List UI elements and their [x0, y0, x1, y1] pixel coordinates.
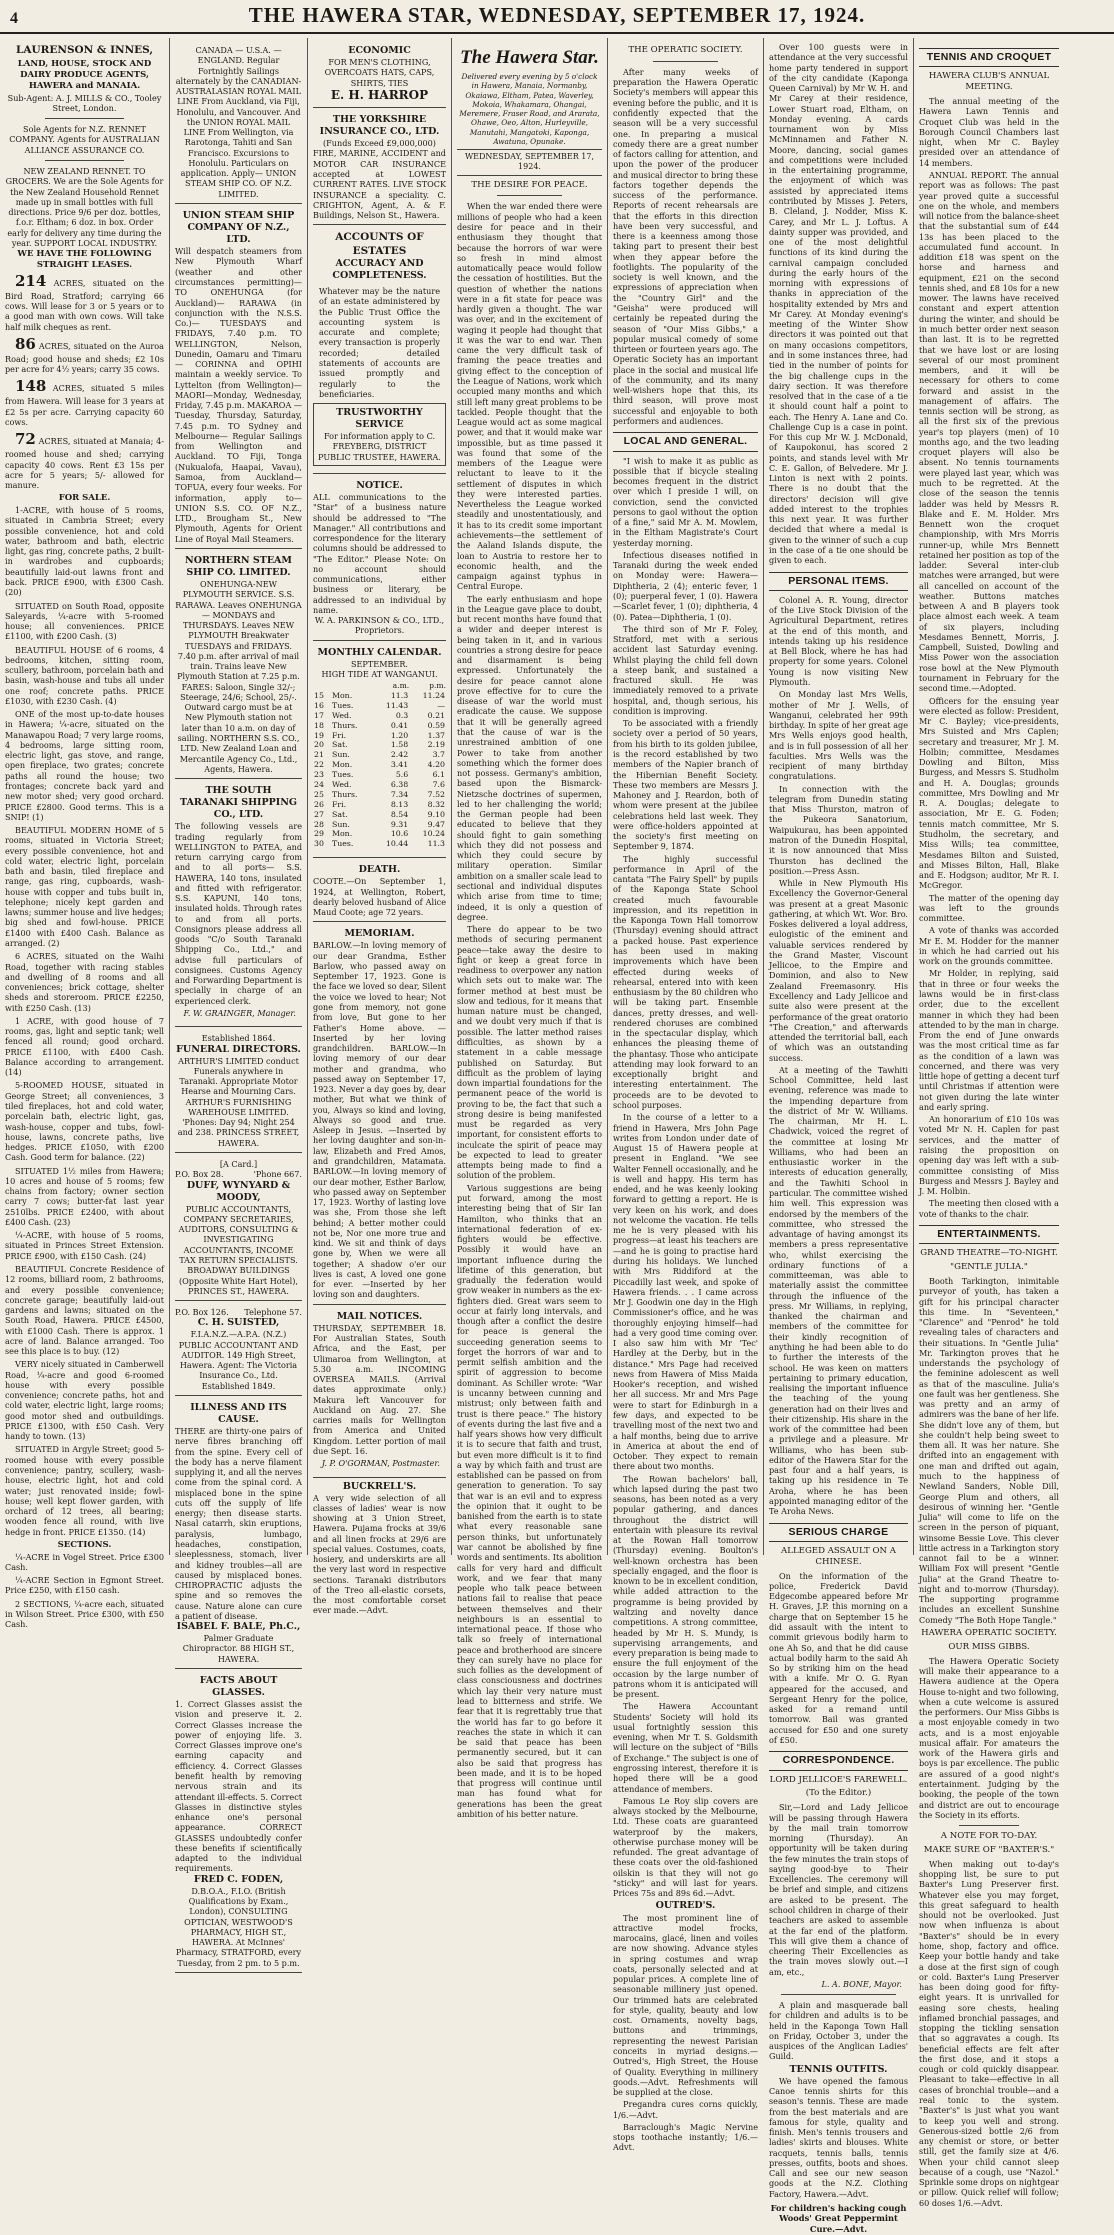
gentle-julia-article: Booth Tarkington, inimitable purveyor of youth, has taken a gift for his principal character this time. In "Seventeen," "Clarence" and "Penrod" he told revealing tales of characters and their situations. In "Gentle Julia" Mr. Tarkington proves that he understands the psychology of the feminine adolescent as well as that of the masculine. Julia's one fault was her gentleness. She was pretty and an army of admirers was the bane of her life. She didn't love any of them, but she couldn't help being sweet to them all. It was her nature. She drifted into an engagement with one man and drifted out again, much to the happiness of Newland Sanders, Noble Dill, George Plum and others, all desirous of winning her. "Gentle Julia" will come to life on the screen in the person of piquant, winsome Bessie Love. This clever little actress in a Tarkington story cannot fail to be a winner. William Fox will present "Gentle Julia" at the Grand Theatre to-night and to-morrow (Thursday). The supporting programme includes an excellent Sunshine Comedy "The Both Hope Tangle.": [919, 1275, 1059, 1625]
for-sale-heading: FOR SALE.: [58, 493, 111, 504]
rennet-agency: Sole Agents for N.Z. RENNET COMPANY. Agents for AUSTRALIAN ALLIANCE ASSURANCE CO.: [9, 124, 160, 155]
leader-heading: THE DESIRE FOR PEACE.: [471, 179, 588, 190]
column-land-agents: [0, 38, 170, 1630]
editorial-dateline: WEDNESDAY, SEPTEMBER 17, 1924.: [457, 149, 602, 175]
correspondence-letter: Sir,—Lord and Lady Jellicoe will be passing through Hawera by the mail train tomorrow morning (Thursday). An opportunity will be taken during the few minutes the train stops of saying good-bye to Their Excellencies. The ceremony will be brief and simple, and citizens are asked to be present. The school children in charge of their teachers are asked to assemble at the far end of the platform. This will give them a chance of cheering Their Excellencies as the train moves slowly out.—I am, etc.,: [769, 1802, 908, 1977]
column-personal: Over 100 guests were in attendance at the very successful home party tendered in support of the city candidate (Kaponga Queen Carnival) by Mr W. H. and Mr Carey at their residence, Lower Stuart road, Eltham, on Monday evening. A cards tournament won by Miss McMinnamen and Father N. Moore, dancing, social games and competitions were included in the entertaining programme, the enjoyment of which was assisted by appreciated items contributed by Misses J. Peters, B. Cleland, J. Nodder, Miss K. Carey, and Mr L. J. Loftus. A dainty supper was provided, and one of the most delightful functions of its kind during the carnival campaign concluded during the early hours of the morning with expressions of thanks in appreciation of the hospitality extended by Mrs and Mr Carey. At Monday evening's meeting of the Winter Show directors it was pointed out that on many occasions competitors, and in some instances three, had tied in the number of points for the big challenge cups in the dairy section. It was therefore resolved that in the case of a tie it should count half a point to each. The Henry A. Lane and Co. Challenge Cup is a case in point. For this cup Mr W. J. McDonald, of Kaupokonui, has scored 2 points, and stands level with Mr C. E. Gallon, of Belvedere. Mr J. Linton is next with 2 points. There is no doubt that the directors' decision will give added interest to the trophies this next year. It was further decided that where a medal is given to the winner of such a cup in the case of a tie one should be given to each. PERSONAL ITEMS. Colonel A. R. Young, director of the Live Stock Division of the Agricultural Department, retires at the end of this month, and intends taking up his residence at Bell Block, where he has had property for some years. Colonel Young is now visiting New Plymouth. On Monday last Mrs Wells, mother of Mr J. Wells, of Wanganui, celebrated her 99th birthday. In spite of her great age Mrs Wells enjoys good health, and is in full possession of all her faculties. Mrs Wells was the recipient of many birthday congratulations. In connection with the telegram from Dunedin stating that Miss Thurston, matron of the Pukeora Sanatorium, Waipukurau, has been appointed matron of the Dunedin Hospital, it is now announced that Miss Thurston has declined the position.—Press Assn. While in New Plymouth His Excellency the Governor-General was present at a great Masonic gathering, at which Wt. Wor. Bro. Foskes delivered a loyal address, eulogistic of the eminent and valuable services rendered by the Grand Master, Viscount Jellicoe, to the Empire and Dominion, and also to New Zealand Freemasonry. His Excellency and Lady Jellicoe and suite also were present at the performance of the great oratorio "The Creation," and afterwards attended the territorial ball, each of which was an outstanding success. At a meeting of the Tawhiti School Committee, held last evening, reference was made to the impending departure from the district of Mr W. Williams. The chairman, Mr H. L. Chadwick, voiced the regret of the committee at losing Mr Williams, who had been an enthusiastic worker in the interests of education generally, and the Tawhiti School in particular. The committee wished him well. This expression was endorsed by the members of the committee, who stressed the advantage of having amongst its members a press representative who, whilst exercising the ordinary functions of a committeeman, was able to materially assist the committee through the influence of the press. Mr Williams, in replying, thanked the chairman and members of the committee for their kindly recognition of anything he had been able to do to further the interests of the school. He was keen on matters pertaining to primary education, realising the important influence the teaching of the young generation had on their lives and their citizenship. His share in the work of the committee had been a privilege and a pleasure. Mr Williams, who has been sub-editor of the Hawera Star for the past four and a half years, is taking up his residence in Te Aroha, where he has been appointed managing editor of the Te Aroha News. SERIOUS CHARGE ALLEGED ASSAULT ON A CHINESE. On the information of the police, Frederick David Edgecombe appeared before Mr H. Graves, J.P. this morning on a charge that on September 15 he did assault with the intent to commit grievous bodily harm to one Ah So, and that he did cause actual bodily harm to the said Ah So by striking him on the head with a knife. Mr O. G. Ryan appeared for the accused, and Sergeant Henry for the police, asked for a remand until tomorrow. Bail was granted accused for £50 and one surety of £50. CORRESPONDENCE. LORD JELLICOE'S FAREWELL. (To the Editor.) Sir,—Lord and Lady Jellicoe will be passing through Hawera by the mail train tomorrow morning (Thursday). An opportunity will be taken during the few minutes the train stops of saying good-bye to Their Excellencies. The ceremony will be brief and simple, and citizens are asked to be present. The school children in charge of their teachers are asked to assemble at the far end of the platform. This will give them a chance of cheering Their Excellencies as the train moves slowly out.—I am, etc., L. A. BONE, Mayor. A plain and masquerade ball for children and adults is to be held in the Kaponga Town Hall on Friday, October 3, under the auspices of the Anglican Ladies' Guild. TENNIS OUTFITS. We have opened the famous Canoe tennis shirts for this season's tennis. These are made from the best materials and are famous for style, quality and finish. Men's tennis trousers and ladies' skirts and blouses. White racquets, tennis balls, tennis presses, outfits, boots and shoes. Call and see our new season goods at the N.Z. Clothing Factory, Hawera.—Advt. For children's hacking cough Woods' Great Peppermint Cure.—Advt.: [764, 38, 914, 1555]
tide-row: 19 Fri. 1.20 1.37: [314, 730, 445, 740]
list-item: VERY nicely situated in Camberwell Road, ¼-acre and good 6-roomed house with every possible convenience; concrete paths, hot and cold water, electric light, large rooms; good motor shed and outbuildings. PRICE £1300, with £50 Cash. Very handy to town. (13): [5, 1359, 164, 1442]
tide-row: 16 Tues. 11.43 —: [314, 700, 445, 710]
column-sport-entertainment: [914, 38, 1064, 2208]
operatic-article: After many weeks of preparation the Hawera Operatic Society's members will appear this evening before the public, and it is confidently expected that the season will be a very successful one. In preparing a musical comedy there are a great number of factors calling for attention, and upon the power of the producer and musical director to bring these factors together depends the success of the performance. Reports of recent rehearsals are that the efforts in this direction have been very successful, and there is a keenness among those taking part to present their best when they appear before the footlights. The popularity of the society is well known, and the expressions of appreciation when the "Country Girl" and the "Geisha" were produced will certainly be repeated during the season of "Our Miss Gibbs," a popular musical comedy of some thirteen or fourteen years ago. The Operatic Society has an important place in the social and musical life of the community, and its many well-wishers hope that this, its third season, will prove most successful and enjoyable to both performers and audiences.: [613, 66, 758, 426]
ball-notice: A plain and masquerade ball for children and adults is to be held in the Kaponga Town Hall on Friday, October 3, under the auspices of the Anglican Ladies' Guild.: [769, 2000, 908, 2062]
sections-list: [5, 1552, 164, 1630]
entertainments-heading: ENTERTAINMENTS.: [919, 1225, 1059, 1244]
tide-row: 22 Mon. 3.41 4.20: [314, 760, 445, 770]
firm-heading: LAURENSON & INNES,: [15, 44, 154, 56]
list-item: SITUATED on South Road, opposite Saleyards, ¼-acre with 5-roomed house; all conveniences. PRICE £1100, with £200 Cash. (3): [5, 600, 164, 642]
footer-note: Pregandra cures corns quickly, 1/6.—Advt.: [613, 2099, 758, 2120]
tide-row: 23 Tues. 5.6 6.1: [314, 770, 445, 780]
carnival-article: Over 100 guests were in attendance at the very successful home party tendered in support of the city candidate (Kaponga Queen Carnival) by Mr W. H. and Mr Carey at their residence, Lower Stuart road, Eltham, on Monday evening. A cards tournament won by Miss McMinnamen and Father N. Moore, dancing, social games and competitions were included in the entertaining programme, the enjoyment of which was assisted by appreciated items contributed by Misses J. Peters, B. Cleland, J. Nodder, Miss K. Carey, and Mr L. J. Loftus. A dainty supper was provided, and one of the most delightful functions of its kind during the carnival campaign concluded during the early hours of the morning with expressions of thanks in appreciation of the hospitality extended by Mrs and Mr Carey. At Monday evening's meeting of the Winter Show directors it was pointed out that on many occasions competitors, and in some instances three, had tied in the number of points for the big challenge cups in the dairy section. It was therefore resolved that in the case of a tie it should count half a point to each. The Henry A. Lane and Co. Challenge Cup is a case in point. For this cup Mr W. J. McDonald, of Kaupokonui, has scored 2 points, and stands level with Mr C. E. Gallon, of Belvedere. Mr J. Linton is next with 2 points. There is no doubt that the directors' decision will give added interest to the trophies this next year. It was further decided that where a medal is given to the winner of such a cup in the case of a tie one should be given to each.: [769, 42, 908, 566]
firm-subheading: LAND, HOUSE, STOCK AND DAIRY PRODUCE AGENTS, HAWERA and MANAIA.: [17, 59, 152, 91]
operatic-society-heading: HAWERA OPERATIC SOCIETY.: [921, 1628, 1057, 1638]
rennet-notice: NEW ZEALAND RENNET. TO GROCERS. We are the Sole Agents for the New Zealand Household Rennet made up in small bottles with full directions. Price 9/6 per doz. bottles, f.o.r. Eltham; 6 doz. in box. Order early for delivery any time during the year. SUPPORT LOCAL INDUSTRY.: [5, 166, 164, 248]
suisted-ad: P.O. Box 126. Telephone 57. C. H. SUISTED, F.I.A.N.Z.—A.P.A. (N.Z.) PUBLIC ACCOUNTANT AND AUDITOR. 149 High Street, Hawera. Agent: The Victoria Insurance Co., Ltd. Established 1849.: [175, 1304, 302, 1396]
column-local: [608, 38, 764, 2153]
tide-row: 30 Tues. 10.44 11.3: [314, 839, 445, 849]
funeral-directors-ad: Established 1864. FUNERAL DIRECTORS. ARTHUR'S LIMITED conduct Funerals anywhere in Taranaki. Appropriate Motor Hearse and Mourning Cars. ARTHUR'S FURNISHING WAREHOUSE LIMITED. 'Phones: Day 94; Night 254 and 238. PRINCESS STREET, HAWERA.: [175, 1030, 302, 1153]
list-item: ONE of the most up-to-date houses in Hawera; ¼-acre, situated on the Manawapou Road; 7 very large rooms, 4 bedrooms, large sitting room, electric light, gas stove, and range, open fireplace, two grates; concrete paths all round the house; two frontages; concrete back yard and new motor shed; very good orchard. PRICE £2800. Good terms. This is a SNIP! (1): [5, 709, 164, 822]
memoriam-notice: MEMORIAM. BARLOW.—In loving memory of our dear Grandma, Esther Barlow, who passed away on September 17, 1923. Gone is the face we loved so dear, Silent the voice we loved to hear; Not gone from memory, not gone from love, But gone to her Father's Home above. —Inserted by her loving grandchildren. BARLOW.—In loving memory of our dear mother and grandma, who passed away on September 17, 1923. Never a day goes by, dear mother, But what we think of you, Always so kind and loving, Always so good and true. Asleep in Jesus. —Inserted by her loving daughter and son-in-law, Elizabeth and Fred Amos, and grandchildren, Matamata. BARLOW.—In loving memory of our dear mother, Esther Barlow, who passed away on September 17, 1923. Worthy of lasting love was she, From those she left behind; A better mother could not be, Nor one more true and kind. We sit and think of days gone by, When we were all together; A shadow o'er our lives is cast, A loved one gone for ever. —Inserted by her loving son and daughters.: [313, 925, 446, 1304]
gentle-julia-heading: "GENTLE JULIA.": [950, 1262, 1028, 1273]
column-notices: [308, 38, 452, 1616]
list-item: ¼-ACRE, with house of 5 rooms, situated in Princes Street Extension. PRICE £900, with £150 Cash. (24): [5, 1230, 164, 1261]
tide-row: 20 Sat. 1.58 2.19: [314, 740, 445, 750]
serious-charge-subheading: ALLEGED ASSAULT ON A CHINESE.: [781, 1545, 896, 1567]
outred-ad: The most prominent line of attractive model frocks, marocains, glacé, linen and voiles are now showing. Advance styles in spring costumes and wrap coats, personally selected and at popular prices. A complete line of seasonable millinery just opened. Our trimmed hats are celebrated for style, quality, beauty and low cost. Ornaments, novelty bags, buttons and trimmings, representing the newest Parisian conceits in myriad designs.—Outred's, High Street, the House of Quality. Everything in millinery goods.—Advt. Refreshments will be supplied at the close.: [613, 1912, 758, 2098]
sections-heading: SECTIONS.: [57, 1539, 112, 1550]
footer-note: Barraclough's Magic Nervine stops toothache instantly; 1/6.—Advt.: [613, 2121, 758, 2153]
tide-row: 26 Fri. 8.13 8.32: [314, 799, 445, 809]
sales-list: [5, 505, 164, 1537]
tide-table: a.m. p.m. 15 Mon. 11.3 11.24 16 Tues. 11.43 — 17 Wed. 0.3 0.21 18 Thurs. 0.41 0.59 19 Fri. 1.20 1.37 20 Sat. 1.58 2.19 21 Sun. 2.42 3.7 22 Mon. 3.41 4.20 23 Tues. 5.6 6.1 24 Wed. 6.38 7.6 25 Thurs. 7.34 7.52 26 Fri. 8.13 8.32 27 Sat. 8.54 9.10 28 Sun. 9.31 9.47 29 Mon. 10.6 10.24 30 Tues. 10.44 11.3: [314, 681, 446, 849]
masthead: [0, 0, 1114, 34]
correspondence-heading: CORRESPONDENCE.: [769, 1751, 908, 1770]
column-shipping: [170, 38, 308, 1968]
list-item: 5-ROOMED HOUSE, situated in George Street; all conveniences, 3 tiled fireplaces, hot and cold water, porcelain bath, electric light, gas, wash-house, copper and tubs, fowl-house, lawns, concrete paths, live hedges. PRICE £1050, with £200 Cash. Good term for balance. (22): [5, 1080, 164, 1163]
royal-mail-ad: CANADA — U.S.A. — ENGLAND. Regular Fortnightly Sailings alternately by the CANADIAN-AUSTRALASIAN ROYAL MAIL LINE From Auckland, via Fiji, Honolulu, and Vancouver. And the UNION ROYAL MAIL LINE From Wellington, via Rarotonga, Tahiti and San Francisco. Excursions to Honolulu. Particulars on application. Apply— UNION STEAM SHIP CO. OF N.Z. LIMITED.: [175, 42, 302, 204]
tennis-heading: TENNIS AND CROQUET: [919, 48, 1059, 67]
correspondence-subheading: LORD JELLICOE'S FAREWELL.: [769, 1774, 908, 1785]
monthly-calendar: MONTHLY CALENDAR. SEPTEMBER. HIGH TIDE AT WANGANUI. a.m. p.m. 15 Mon. 11.3 11.24 16 Tues. 11.43 — 17 Wed. 0.3 0.21 18 Thurs. 0.41 0.59 19 Fri. 1.20 1.37 20 Sat. 1.58 2.19 21 Sun. 2.42 3.7 22 Mon. 3.41 4.20 23 Tues. 5.6 6.1 24 Wed. 6.38 7.6 25 Thurs. 7.34 7.52 26 Fri. 8.13 8.32 27 Sat. 8.54 9.10 28 Sun. 9.31 9.47 29 Mon. 10.6 10.24 30 Tues. 10.44 11.3: [313, 644, 446, 858]
chiropractic-ad: ILLNESS AND ITS CAUSE. THERE are thirty-one pairs of nerve fibres branching off from the spine. Every cell of the body has a nerve filament supplying it, and all the nerves come from the spinal cord. A misplaced bone in the spine cuts off the supply of life energy; then disease starts. Nasal catarrh, skin eruptions, paralysis, lumbago, headaches, constipation, sleeplessness, stomach, liver and kidney troubles—all are caused by misplaced bones. CHIROPRACTIC adjusts the spine and so removes the cause. Nature alone can cure a patient of disease. ISABEL F. BALE, Ph.C., Palmer Graduate Chiropractor. 88 HIGH ST., HAWERA.: [175, 1399, 302, 1669]
list-item: 2 SECTIONS, ¼-acre each, situated in Wilson Street. Price £300, with £50 Cash.: [5, 1598, 164, 1630]
list-item: 1-ACRE, with house of 5 rooms, situated in Cambria Street; every possible convenience, hot and cold water, bathroom and bath, electric light, gas ring, concrete paths, 2 built-in wardrobes and cupboards; beautifully laid-out lawns front and back. PRICE £900, with £300 Cash. (20): [5, 505, 164, 598]
baxters-ad: When making out to-day's shopping list, be sure to put Baxter's Lung Preserver first. Whatever else you may forget, this great safeguard to health should not be overlooked. Just now when influenza is about "Baxter's" should be in every home, shop, factory and office. Keep your bottle handy and take a dose at the first sign of cough or cold. Baxter's Lung Preserver has been doing good for fifty-eight years. It is unrivalled for easing sore chests, healing inflamed bronchial passages, and stopping the tickling sensation that so aggravates a cough. Its beneficial effects are felt after the first dose, and it stops a cough or cold quickly disappear. Pleasant to take—effective in all cases of bronchial trouble—and a real tonic to the system. "Baxter's" is just what you want to keep you well and strong. Generous-sized bottle 2/6 from any chemist or store, or better still, get the family size at 4/6. When your child cannot sleep because of a cough, use "Nazol." Sprinkle some drops on nightgear or pillow. Quick relief will follow; 60 doses 1/6.—Advt.: [919, 1858, 1059, 2208]
local-general-heading: LOCAL AND GENERAL.: [613, 432, 758, 451]
notice: NOTICE. ALL communications to the "Star" of a business nature should be addressed to "The Manager." All contributions and correspondence for the literary columns should be addressed to "The Editor." Please Note: On no account should communications, either business or literary, be addressed to an individual by name. W. A. PARKINSON & CO., LTD., Proprietors.: [313, 477, 446, 641]
public-trust-ad: ACCOUNTS OF ESTATES ACCURACY AND COMPLETENESS. Whatever may be the nature of an estate administered by the Public Trust Office the accounting system is accurate and complete; every transaction is properly recorded; detailed statements of accounts are issued promptly and regularly to the beneficiaries. TRUSTWORTHY SERVICE For information apply to C. FREYBERG, DISTRICT PUBLIC TRUSTEE, HAWERA.: [313, 228, 446, 474]
tennis-subheading: HAWERA CLUB'S ANNUAL MEETING.: [928, 71, 1050, 93]
list-item: SITUATED 1½ miles from Hawera; 10 acres and house of 5 rooms; few chains from factory; owner section carry 7 cows; butter-fat last year 2510lbs. PRICE £2400, with about £400 Cash. (23): [5, 1165, 164, 1227]
tide-row: 24 Wed. 6.38 7.6: [314, 780, 445, 789]
tide-row: 21 Sun. 2.42 3.7: [314, 750, 445, 760]
tennis-article: The annual meeting of the Hawera Lawn Tennis and Croquet Club was held in the Borough Council Chambers last night, when Mr C. Bayley presided over an attendance of 14 members. ANNUAL REPORT. The annual report was as follows: The past year proved quite a successful one on the whole, and members will notice from the balance-sheet that the substantial sum of £44 13s has been placed to the accumulated fund account. In addition £18 was spent on the horse and harness and equipment, £21 on the second tennis shed, and £8 10s for a new mower. The lawns have received constant and expert attention during the winter, and should be in much better order next season than last. It is to be regretted that we have lost or are losing several of our most prominent members, and it will be necessary for others to come forward and assist in the management of affairs. The tennis section will be strong, as all the first six of the previous year's top players (men) of 10 months ago, and the two leading croquet players will also be absent. No tennis tournaments were played last year, which was much to be regretted. At the close of the season the tennis ladder was held by Messrs R. Blake and E. M. Holder. Mrs Bennett won the croquet championship, with Mrs Morris runner-up, while Mrs Bennett retained her position as top of the ladder. Several inter-club matches were arranged, but were all cancelled on account of the weather. Buttons matches between A and B players took place almost each week. A team of six players, including Mesdames Bennett, Morris, J. Campbell, Suisted, Dowling and Miss Power won the association rose bowl at the New Plymouth tournament in February for the second time.—Adopted. Officers for the ensuing year were elected as follow: President, Mr C. Bayley; vice-presidents, Mrs Suisted and Mrs Caplen; secretary and treasurer, Mr J. M. Holbin; committee, Mesdames Dowling and Bilton, Miss Burgess, and Messrs S. Studholm and H. A. Douglas; grounds committee, Mrs Dowling and Mr R. A. Douglas; delegate to association, Mr E. G. Foden; tennis match committee, Mr S. Studholm, the secretary, and Miss Wills; tea committee, Mesdames Bilton and Suisted, and Misses Bilton, Hall, Blake and E. Hodgson; auditor, Mr R. I. McGregor. The matter of the opening day was left to the grounds committee. A vote of thanks was accorded Mr E. M. Hodder for the manner in which he had carried out his work on the grounds committee. Mr Holder, in replying, said that in three or four weeks the lawns would be in first-class order, due to the excellent manner in which they had been attended to by the man in charge. From the end of June onwards was the most critical time as far as the condition of a lawn was concerned, and there was very little hope of getting a decent turf until Christmas if attention were not given during the late winter and early spring. An honorarium of £10 10s was voted Mr N. H. Caplen for past services, and the matter of raising the proposition on opening day was left with a sub-committee consisting of Miss Burgess and Messrs J. Bayley and J. M. Holbin. The meeting then closed with a vote of thanks to the chair.: [919, 96, 1059, 1219]
operatic-heading: THE OPERATIC SOCIETY.: [628, 45, 743, 55]
page-number: 4: [10, 10, 18, 27]
serious-charge-article: On the information of the police, Frederick David Edgecombe appeared before Mr H. Graves, J.P. this morning on a charge that on September 15 he did assault with the intent to commit grievous bodily harm to one Ah So, and that he did cause actual bodily harm to the said Ah So by striking him on the head with a knife. Mr O. G. Ryan appeared for the accused, and Sergeant Henry for the police, asked for a remand until tomorrow. Bail was granted accused for £50 and one surety of £50.: [769, 1570, 908, 1745]
tide-row: 29 Mon. 10.6 10.24: [314, 829, 445, 839]
south-taranaki-shipping-ad: THE SOUTH TARANAKI SHIPPING CO., LTD. The following vessels are trading regularly from WELLINGTON to PATEA, and return carrying cargo from and to all ports— S.S. HAWERA, 140 tons, insulated and fitted with refrigerator. S.S. KAPUNI, 140 tons, insulated holds. Through rates to and from all ports. Consignors please address all goods "C/o South Taranaki Shipping Co., Ltd.," and advise full particulars of consignees. Customs Agency and Forwarding Department is specially in charge of an experienced clerk. F. W. GRAINGER, Manager.: [175, 782, 302, 1027]
newspaper-title: THE HAWERA STAR, WEDNESDAY, SEPTEMBER 17, 1924.: [248, 3, 866, 27]
list-item: 6 ACRES, situated on the Waihi Road, together with racing stables and dwelling of 8 rooms and all conveniences; brick cottage, shelter sheds and storeroom. PRICE £2250, with £250 Cash. (13): [5, 951, 164, 1013]
list-item: 72 ACRES, situated at Manaia; 4-roomed house and shed; carrying capacity 40 cows. Rent £3 15s per acre for 5 years; 5/- allowed for manure.: [5, 430, 164, 491]
local-general-article: "I wish to make it as public as possible that if bicycle stealing becomes frequent in the district over which I preside I will, on conviction, send the convicted persons to gaol without the option of a fine," said Mr A. M. Mowlem, in the Eltham Magistrate's Court yesterday morning. Infectious diseases notified in Taranaki during the week ended on Monday were: Hawera—Diphtheria, 2 (4); enteric fever, 1 (0); puerperal fever, 1 (0). Hawera—Scarlet fever, 1 (0); diphtheria, 4 (0). Patea—Diphtheria, 1 (0). The third son of Mr F. Foley, Stratford, met with a serious accident last Saturday evening. Whilst playing the child fell down a steep bank, and sustained a fractured skull. He was immediately removed to a private hospital, and, though serious, his condition is improving. To be associated with a friendly society over a period of 50 years, from his birth to its golden jubilee, is the record established by two members of the Napier branch of the Hibernian Benefit Society. These two members are Messrs J. Mahoney and J. Reardon, both of whom were present at the jubilee celebrations held last week. They were office-holders appointed at the society's first meeting on September 9, 1874. The highly successful performance in April of the cantata "The Fairy Spell" by pupils of the Kaponga State School created much favourable impression, and its repetition in the Kaponga Town Hall tomorrow (Thursday) evening should attract a packed house. Past experience has been used in making improvements which have been effected during weeks of rehearsal, entered into with keen enthusiasm by the 80 children who will be taking part. Ensemble dances, pretty dresses, and well-rendered choruses are combined in the spectacular display, which enhances the pleasing theme of the phantasy. Those who anticipate attending may look forward to an exceptionally bright and interesting entertainment. The proceeds are to be devoted to school purposes. In the course of a letter to a friend in Hawera, Mrs John Page writes from London under date of August 15 of Hawera people at present in England. "We see Walter Fennell occasionally, and he is well and happy. His term has ended, and he was keenly looking forward to getting a report. He is very keen on his work, and does not welcome the vacation. He tells me he is very pleased with his progress—at least his teachers are—and he is going to practise hard during his holidays. We lunched with Mrs Riddiford at the Piccadilly last week, and spoke of Hawera friends. . . I came across Mr J. Goodwin one day in the High Commissioner's office, and he was thoroughly enjoying himself—had had a very good time coming over. I also saw him with Mr 'Tec' Hardley at the Derby, but in the distance." Mrs Page had received news from Hawera of Miss Maida Hooker's reception, and wished her all success. Mr and Mrs Page were to start for Edinburgh in a few days, and expected to be travelling most of the next two and a half months, being due to arrive in America at about the end of October. They expect to remain there about two months. The Rowan bachelors' ball, which lapsed during the past two seasons, has been noted as a very popular gathering, and dances throughout the district will entertain with pleasure its revival at the Rowan Hall tomorrow (Thursday) evening. Boulton's well-known orchestra has been specially engaged, and the floor is known to be in excellent condition, while added attraction to the programme is being provided by waltzing and novelty dance competitions. A strong committee, headed by Mr H. S. Mundy, is supervising arrangements, and every preparation is being made to ensure the full enjoyment of the occasion by the large number of patrons whom it is anticipated will be present. The Hawera Accountant Students' Society will hold its usual fortnightly session this evening, when Mr T. S. Goldsmith will lecture on the subject of "Bills of Exchange." The subject is one of engrossing interest, therefore it is hoped there will be a good attendance of members. Famous Le Roy slip covers are always stocked by the Melbourne, Ltd. These coats are guaranteed waterproof by the makers, otherwise purchase money will be refunded. The great advantage of these coats over the old-fashioned oilskin is that they will not go "sticky" and will last for years. Prices 75s and 89s 6d.—Advt.: [613, 455, 758, 1899]
grand-theatre-heading: GRAND THEATRE—TO-NIGHT.: [920, 1248, 1058, 1259]
tennis-outfits-heading: TENNIS OUTFITS.: [789, 2063, 888, 2075]
paper-nameplate: The Hawera Star.: [460, 47, 599, 68]
tide-row: 17 Wed. 0.3 0.21: [314, 710, 445, 720]
letter-signature: L. A. BONE, Mayor.: [821, 1978, 902, 1989]
buckrell-ad: BUCKRELL'S. A very wide selection of all classes of ladies' wear is now showing at 3 Union Street, Hawera. Pujama frocks at 39/6 and all linen frocks at 29/6 are special values. Costumes, coats, hosiery, and underskirts are all the very last word in respective sections. Taranaki distributors of the Treo all-elastic corsets, the most comfortable corset ever made.—Advt.: [313, 1480, 446, 1616]
list-item: BEAUTIFUL Concrete Residence of 12 rooms, billiard room, 2 bathrooms, and every possible convenience; concrete garage; beautifully laid-out gardens and lawns; situated on the South Road, Hawera. PRICE £4500, with £1000 Cash. There is approx. 1 acre of land. Balance arranged. Too see this place is to buy. (12): [5, 1263, 164, 1357]
list-item: 1 ACRE, with good house of 7 rooms, gas, light and septic tank; well fenced all round; good orchard. PRICE £1100, with £400 Cash. Balance according to arrangement. (14): [5, 1015, 164, 1078]
leader-article: When the war ended there were millions of people who had a keen desire for peace and in their enthusiasm they thought that because the horrors of war were so fresh in mind almost automatically peace would follow the cessation of hostilities. But the question of whether the nations were in a fit state for peace was hardly given a thought. The war was over, and in the excitement of waging it people had thought that it was the war to end war. Then came the very difficult task of framing the peace treaties and giving effect to the conception of the League of Nations, work which occupied many months and which still left many great problems to be tackled. People thought that the League would act as some magical power, and that it would make war impossible, but as time passed it was found that some of the members of the League were reluctant to leave to it the settlement of disputes in which they were interested parties. Nevertheless the League worked steadily and unostentatiously, and it has to its credit some important achievements—the settlement of the Aaland Islands dispute, the loan to Austria to restore her to economic health, and the campaign against typhus in Central Europe. The early enthusiasm and hope in the League gave place to doubt, but recent months have found that a wider and deeper interest is being taken in it, and in various countries a strong desire for peace and disarmament is being expressed. Unfortunately the desire for peace cannot alone prove effective for to cure the disease of war the world must eradicate the cause. We suppose that it will be generally agreed that the cause of war is the unrestrained ambition of one Power to take from another something which the former does not possess. Germany's ambition, based upon the Bismarck-Nietzsche doctrines of supermen, led to her challenging the world; the German people had been educated to believe that they should fight to gain something which they did not possess and which they could secure by military operation. Similar ambition on a smaller scale lead to sectional and individual disputes which arise from time to time; indeed, it is only a question of degree. There do appear to be two methods of securing permanent peace—take away the desire to fight or keep a great force in readiness to overpower any nation which sets out to make war. The former method at best must be slow and tedious, for it means that human nature must be changed, and we doubt very much if that is possible. The latter method raises difficulties, as shown by a statement in a cable message published on Saturday. But difficult as the problem of laying down impartial foundations for the permanent peace of the world is proving to be, the fact that such a strong desire is being manifested must be regarded as very important, for consistent efforts to inculcate the spirit of peace may be expected to lead to greater attempts being made to find a solution of the problem. Various suggestions are being put forward, among the most interesting being that of Sir Ian Hamilton, who thinks that an international federation of ex-fighters would be effective. Possibly it would have an important influence during the lifetime of this generation, but gradually the federation would grow weaker in numbers as the ex-fighters died. Great wars seem to occur at fairly long intervals, and though after a conflict the desire for peace is general the succeeding generation seems to forget the horrors of war and to permit selfish ambition and the spirit of aggression to become dominant. As Schiller wrote: "War is uncanny between cunning and mistrust; only between faith and trust is there peace." The history of events during the last five and a half years shows how very difficult it is to secure that faith and trust, but even more difficult is it to find a way by which faith and trust are established can be passed on from generation to generation. To say that war is an evil and to express the opinion that it ought to be banished from the earth is to state what every reasonable sane person thinks, but unfortunately war cannot be abolished by fine words and sentiments. Its abolition calls for very hard and difficult work, and we fear that many people who talk peace between nations fail to realise that peace between themselves and their neighbours is an essential to international peace. If those who talk so freely of international peace and brotherhood are sincere they can surely have no place for such follies as the development of class consciousness and doctrines which lay their very nature must lead to bitterness and strife. We fear that it is regrettably true that the world has far to go before it reaches the state in which it can be said that peace has been permanently secured, but it can also be said that progress has been made, and it is to be hoped that progress will continue until man has found what for generations has been the great ambition of his better nature.: [457, 201, 602, 1819]
personal-article: Colonel A. R. Young, director of the Live Stock Division of the Agricultural Department, retires at the end of this month, and intends taking up his residence at Bell Block, where he has had property for some years. Colonel Young is now visiting New Plymouth. On Monday last Mrs Wells, mother of Mr J. Wells, of Wanganui, celebrated her 99th birthday. In spite of her great age Mrs Wells enjoys good health, and is in full possession of all her faculties. Mrs Wells was the recipient of many birthday congratulations. In connection with the telegram from Dunedin stating that Miss Thurston, matron of the Pukeora Sanatorium, Waipukurau, has been appointed matron of the Dunedin Hospital, it is now announced that Miss Thurston has declined the position.—Press Assn. While in New Plymouth His Excellency the Governor-General was present at a great Masonic gathering, at which Wt. Wor. Bro. Foskes delivered a loyal address, eulogistic of the eminent and valuable services rendered by the Grand Master, Viscount Jellicoe, to the Empire and Dominion, and also to New Zealand Freemasonry. His Excellency and Lady Jellicoe and suite also were present at the performance of the great oratorio "The Creation," and afterwards attended the territorial ball, each of which was an outstanding success. At a meeting of the Tawhiti School Committee, held last evening, reference was made to the impending departure from the district of Mr W. Williams. The chairman, Mr H. L. Chadwick, voiced the regret of the committee at losing Mr Williams, who had been an enthusiastic worker in the interests of education generally, and the Tawhiti School in particular. The committee wished him well. This expression was endorsed by the members of the committee, who stressed the advantage of having amongst its members a press representative who, whilst exercising the ordinary functions of a committeeman, was able to materially assist the committee through the influence of the press. Mr Williams, in replying, thanked the chairman and members of the committee for their kindly recognition of anything he had been able to do to further the interests of the school. He was keen on matters pertaining to primary education, realising the important influence the teaching of the young generation had on their lives and their citizenship. His share in the work of the committee had been a privilege and a pleasure. Mr Williams, who has been sub-editor of the Hawera Star for the past four and a half years, is taking up his residence in Te Aroha, where he has been appointed managing editor of the Te Aroha News.: [769, 594, 908, 1517]
tide-row: 28 Sun. 9.31 9.47: [314, 819, 445, 829]
list-item: ¼-ACRE in Vogel Street. Price £300 Cash.: [5, 1551, 164, 1572]
list-item: BEAUTIFUL HOUSE of 6 rooms, 4 bedrooms, kitchen, sitting room, scullery, bathroom, porcelain bath and basin, wash-house and tubs all under one roof; concrete paths. PRICE £1030, with £230 Cash. (4): [5, 644, 164, 706]
northern-steam-ship-ad: NORTHERN STEAM SHIP CO. LIMITED. ONEHUNGA-NEW PLYMOUTH SERVICE. S.S. RARAWA. Leaves ONEHUNGA— MONDAYS and THURSDAYS. Leaves NEW PLYMOUTH Breakwater TUESDAYS and FRIDAYS. 7.40 p.m. after arrival of mail train. Trains leave New Plymouth Station at 7.25 p.m. FARES: Saloon, Single 32/-; Steerage, 24/6; School, 25/-. Outward cargo must be at New Plymouth station not later than 10 a.m. on day of sailing. NORTHERN S.S. CO., LTD. New Zealand Loan and Mercantile Agency Co., Ltd., Agents, Hawera.: [175, 552, 302, 779]
tide-row: 15 Mon. 11.3 11.24: [314, 690, 445, 700]
miss-gibbs-heading: OUR MISS GIBBS.: [948, 1641, 1030, 1652]
note-heading: A NOTE FOR TO-DAY.: [940, 1831, 1038, 1842]
list-item: SITUATED in Argyle Street; good 5-roomed house with every possible convenience; pantry, scullery, wash-house, electric light, hot and cold water; just renovated inside; fowl-house; well kept flower garden, with orchard of 12 trees, all bearing; wooden fence all round, with live hedge in front. PRICE £1350. (14): [5, 1444, 164, 1537]
list-item: 214 ACRES, situated on the Bird Road, Stratford; carrying 66 cows. Will lease for 3 or 5 years or to a good man with own cows. Will take half milk cheques as rent.: [5, 271, 165, 332]
footer-note: For children's hacking cough Woods' Great Peppermint Cure.—Advt.: [770, 2202, 907, 2234]
tennis-outfits-ad: We have opened the famous Canoe tennis shirts for this season's tennis. These are made from the best materials and are famous for style, quality and finish. Men's tennis trousers and ladies' skirts and blouses. White racquets, tennis balls, tennis presses, outfits, boots and shoes. Call and see our new season goods at the N.Z. Clothing Factory, Hawera.—Advt.: [769, 2075, 908, 2199]
tide-row: 25 Thurs. 7.34 7.52: [314, 789, 445, 799]
tide-row: 27 Sat. 8.54 9.10: [314, 809, 445, 819]
serious-charge-heading: SERIOUS CHARGE: [769, 1523, 908, 1542]
leases-list: [5, 272, 164, 491]
newspaper-page: [0, 38, 1114, 2234]
list-item: 86 ACRES, situated on the Auroa Road; good house and sheds; £2 10s per acre for 4½ years; carry 35 cows.: [5, 334, 164, 375]
straight-leases-heading: WE HAVE THE FOLLOWING STRAIGHT LEASES.: [17, 249, 152, 270]
outred-heading: OUTRED'S.: [655, 1900, 716, 1912]
accountants-ad: [A Card.] P.O. Box 28. 'Phone 667. DUFF, WYNYARD & MOODY, PUBLIC ACCOUNTANTS, COMPANY SECRETARIES, AUDITORS, CONSULTING & INVESTIGATING ACCOUNTANTS, INCOME TAX RETURN SPECIALISTS. BROADWAY BUILDINGS (Opposite White Hart Hotel), PRINCES ST., HAWERA.: [175, 1156, 302, 1301]
column-editorial: [452, 38, 608, 1819]
glasses-ad: FACTS ABOUT GLASSES. 1. Correct Glasses assist the vision and preserve it. 2. Correct Glasses increase the power of enjoying life. 3. Correct Glasses improve one's earning capacity and efficiency. 4. Correct Glasses benefit health by removing nervous strain and its attendant ill-effects. 5. Correct Glasses in distinctive styles enhance one's personal appearance. CORRECT GLASSES undoubtedly confer these benefits if scientifically adapted to the individual requirements. FRED C. FODEN, D.B.O.A., F.I.O. (British Qualifications by Exam., London), CONSULTING OPTICIAN, WESTWOOD'S PHARMACY, HIGH ST., HAWERA. At McInnes' Pharmacy, STRATFORD, every Tuesday, from 2 pm. to 5 p.m.: [175, 1672, 302, 1973]
death-notice: DEATH. COOTE.—On September 1, 1924, at Wellington, Robert, dearly beloved husband of Alice Maud Coote; age 72 years.: [313, 861, 446, 922]
union-steam-ship-ad: UNION STEAM SHIP COMPANY OF N.Z., LTD. Will despatch steamers from New Plymouth Wharf (weather and other circumstances permitting)— TO ONEHUNGA (for Auckland)— RARAWA (in conjunction with the N.S.S. Co.)— TUESDAYS and FRIDAYS, 7.40 p.m. TO WELLINGTON, Nelson, Dunedin, Oamaru and Timaru— CORINNA and OPIHI maintain a weekly service. To Lyttelton (from Wellington)— MAORI—Monday, Wednesday, Friday, 7.45 p.m. MAKAROA — Tuesday, Thursday, Saturday, 7.45 p.m. TO Sydney and Melbourne— Regular Sailings from Wellington and Auckland. TO Fiji, Tonga (Nukualofa, Haapai, Vavau), Samoa, from Auckland— TOFUA, every four weeks. For information, apply to— UNION S.S. CO. OF N.Z., LTD., Brougham St., New Plymouth, Agents for Orient Line of Royal Mail Steamers.: [175, 207, 302, 549]
list-item: 148 ACRES, situated 5 miles from Hawera. Will lease for 3 years at £2 5s per acre. Carrying capacity 60 cows.: [5, 377, 164, 427]
baxters-heading: MAKE SURE OF "BAXTER'S.": [923, 1844, 1055, 1855]
sub-agent: Sub-Agent: A. J. MILLS & CO., Tooley Street, London.: [7, 92, 162, 113]
yorkshire-insurance-ad: THE YORKSHIRE INSURANCE CO., LTD. (Funds Exceed £9,000,000) FIRE, MARINE, ACCIDENT and MOTOR CAR INSURANCE accepted at LOWEST CURRENT RATES. LIVE STOCK INSURANCE a speciality. C. CRIGHTON, Agent, A. & F. Buildings, Nelson St., Hawera.: [313, 111, 446, 225]
mail-notices: MAIL NOTICES. THURSDAY, SEPTEMBER 18. For Australian States, South Africa, and the East, per Ulimaroa from Wellington, at 5.30 a.m. INCOMING OVERSEA MAILS. (Arrival dates approximate only.) Makura left Vancouver for Auckland on Aug. 27. She carries mails for Wellington from America and United Kingdom. Letter portion of mail due Sept. 16. J. P. O'GORMAN, Postmaster.: [313, 1308, 446, 1478]
economic-ad: ECONOMIC FOR MEN'S CLOTHING, OVERCOATS HATS, CAPS, SHIRTS, TIES E. H. HARROP: [313, 42, 446, 108]
tide-row: 18 Thurs. 0.41 0.59: [314, 720, 445, 730]
list-item: ¼-ACRE Section in Egmont Street. Price £250, with £150 cash.: [5, 1575, 164, 1596]
list-item: BEAUTIFUL MODERN HOME of 5 rooms, situated in Victoria Street; every possible convenience, hot and cold water, electric light, porcelain bath and basin, tiled fireplace and range, gas ring, cupboards, wash-house with copper and tubs built in, telephone; nicely kept garden and lawns; summer house and live hedges; big shed and fowl-house. PRICE £1400 with £400 Cash. Balance as arranged. (2): [5, 825, 164, 948]
circulation-note: Delivered every evening by 5 o'clock in Hawera, Manaia, Normanby, Okaiawa, Eltham, Patea, Waverley, Mokoia, Whakamara, Ohangai, Meremere, Fraser Road, and Ararata, Ohawe, Oeo, Alton, Hurleyville, Manutahi, Mangatoki, Kaponga, Awatuna, Opunake.: [459, 72, 600, 146]
operatic-society-article: The Hawera Operatic Society will make their appearance to a Hawera audience at the Opera House to-night and two following, when a cute welcome is assured the performers. Our Miss Gibbs is a most enjoyable comedy in two acts, and is a most enjoyable musical affair. For amateurs the work of the Hawera girls and boys is par excellence. The public are assured of a good night's entertainment. Judging by the booking, the people of the town and district are out to encourage the Society in its efforts.: [919, 1655, 1059, 1820]
personal-heading: PERSONAL ITEMS.: [769, 572, 908, 591]
